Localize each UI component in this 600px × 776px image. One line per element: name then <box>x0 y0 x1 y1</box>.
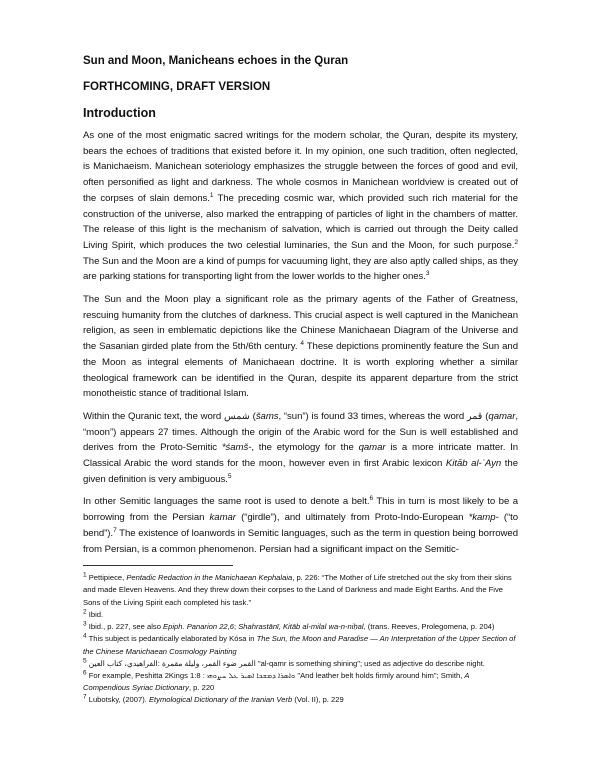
italic-text: qamar <box>358 442 386 454</box>
text-run: , “moon”) appears 27 times. Although the origin of the Arabic word for the Sun is well established and derives from the Proto-Semitic <box>83 410 518 454</box>
italic-text: Shahrastānī, Kitāb al-milal wa-n-niḥal <box>238 622 364 632</box>
body-text <box>83 128 518 557</box>
text-run: , the etymology for the <box>251 442 359 454</box>
footnote-ref[interactable]: 4 <box>83 632 87 640</box>
footnote <box>83 572 518 609</box>
text-run: These depictions prominently feature the Sun and the Moon as integral elements of Manichaean doctrine. It is worth exploring whether a similar theological framework can be identified in the Quran, despite its apparent departure from the strict monotheistic stance of traditional Islam. <box>83 341 518 400</box>
footnote-ref[interactable]: 4 <box>300 339 304 347</box>
italic-text: qamar <box>488 410 516 422</box>
footnote <box>83 658 518 670</box>
text-run: (“to bend”). <box>83 512 519 539</box>
italic-text: šams <box>255 410 279 422</box>
footnote-ref[interactable]: 5 <box>83 657 87 665</box>
text-run: As one of the most enigmatic sacred writings for the modern scholar, the Quran, despite its mystery, bears the echoes of traditions that existed before it. In my opinion, one such tradition, often neglected, is Manichaeism. Manichean soteriology emphasizes the struggle between the forces of good and evil, often personified as light and darkness. The whole cosmos in Manichean worldview is created out of the corpses of slain demons. <box>83 130 518 204</box>
paragraph <box>83 128 518 285</box>
italic-text: The Sun, the Moon and Paradise — An Interpretation of the Upper Section of the Chinese Manichaean Cosmology Painting <box>83 634 516 656</box>
footnote <box>83 633 518 657</box>
italic-text: Kitāb al-ʿAyn <box>445 458 502 470</box>
text-run: is a more intricate matter. In Classical Arabic the word stands for the moon, however even in first Arabic lexicon <box>83 442 519 470</box>
text-run: Ibid., p. 227, see also <box>86 622 164 632</box>
footnote-ref[interactable]: 2 <box>83 608 87 616</box>
italic-text: A Compendious Syriac Dictionary <box>83 670 470 693</box>
text-run: Within the Quranic text, the word شمس ( <box>83 410 256 422</box>
text-run: , p. 226: “The Mother of Life stretched out the sky from their skins and made Eleven Heavens. And they threw down their corpses to the Land of Darkness and made Eight Earths. And the Five Sons of the Living Spirit each completed his task.” <box>83 573 512 607</box>
italic-text: *kamp- <box>468 512 499 524</box>
italic-text: *śamš- <box>221 442 252 454</box>
text-run: This subject is pedantically elaborated by Kósa in <box>86 634 257 644</box>
text-run: Lubotsky, (2007). <box>86 695 149 705</box>
footnote-ref[interactable]: 7 <box>113 526 117 534</box>
italic-text: Epiph. Panarion 22,6 <box>163 622 234 632</box>
text-run: Pettipiece, <box>86 573 127 583</box>
footnote-ref[interactable]: 1 <box>209 191 214 199</box>
footnotes <box>83 572 518 706</box>
footnote-ref[interactable]: 1 <box>83 571 87 579</box>
text-run: , “sun”) is found 33 times, whereas the word قمر ( <box>278 410 489 422</box>
footnote-divider <box>83 565 233 566</box>
text-run: This in turn is most likely to be a borrowing from the Persian <box>83 496 518 524</box>
italic-text: kamar <box>209 512 236 524</box>
document-title: Sun and Moon, Manicheans echoes in the Quran <box>83 55 349 67</box>
section-heading: Introduction <box>83 106 156 120</box>
paragraph <box>83 292 518 402</box>
footnote <box>83 670 518 694</box>
footnote <box>83 694 518 706</box>
footnote-ref[interactable]: 3 <box>83 620 87 628</box>
footnote-ref[interactable]: 6 <box>83 669 87 677</box>
text-run: القمر ضوء القمر، وليلة مقمرة :الفراهيدي، كتاب العين "al-qamr is something shining"; used as adjective do describe night. <box>86 658 485 668</box>
text-run: The Sun and the Moon are a kind of pumps for vacuuming light, they are also aptly called ships, as they are parking stations for transporting light from the lower worlds to the higher ones. <box>83 255 518 283</box>
text-run: ; <box>233 622 239 632</box>
text-run: For example, Peshitta 2Kings 1:8 : ܘܐܣܪܐ ܕܡܫܟܐ ܐܣܝܪ ܥܠ ܚܨܘܗܝ "And leather belt holds firmly around him"; Smith, <box>86 670 465 680</box>
text-run: the given definition is very ambiguous. <box>83 458 518 485</box>
text-run: In other Semitic languages the same root is used to denote a belt. <box>83 496 370 508</box>
footnote-ref[interactable]: 2 <box>514 238 518 246</box>
document-subtitle: FORTHCOMING, DRAFT VERSION <box>83 81 271 93</box>
italic-text: Pentadic Redaction in the Manichaean Kephalaia <box>126 573 293 583</box>
paragraph <box>83 409 518 488</box>
footnote-ref[interactable]: 3 <box>425 270 430 278</box>
text-run: The existence of loanwords in Semitic languages, such as the term in question being borrowed from Persian, is a common phenomenon. Persian had a significant impact on the Semitic- <box>83 527 518 555</box>
text-run: (“girdle”), and ultimately from Proto-Indo-European <box>235 512 469 524</box>
text-run: , p. 220 <box>188 683 215 693</box>
footnote-ref[interactable]: 5 <box>227 472 232 480</box>
italic-text: Etymological Dictionary of the Iranian Verb <box>148 695 293 705</box>
footnote <box>83 621 518 633</box>
footnote-ref[interactable]: 6 <box>369 495 374 503</box>
text-run: (Vol. II), p. 229 <box>292 695 344 705</box>
text-run: The Sun and the Moon play a significant role as the primary agents of the Father of Greatness, rescuing humanity from the clutches of darkness. This crucial aspect is well captured in the Manichean religion, as seen in emblematic depictions like the Chinese Manichaean Diagram of the Universe and the Sasanian girded plate from the 5th/6th century. <box>83 294 518 353</box>
paragraph <box>83 494 518 557</box>
document-page <box>83 55 518 707</box>
text-run: , (trans. Reeves, Prolegomena, p. 204) <box>363 622 495 632</box>
text-run: The preceding cosmic war, which provided such rich material for the construction of the universe, also marked the entrapping of particles of light in the chambers of matter. The release of this light is the mechanism of salvation, which is carried out through the Deity called Living Spirit, which produces the two celestial luminaries, the Sun and the Moon, for such purpose. <box>83 192 518 251</box>
footnote-ref[interactable]: 7 <box>83 693 87 701</box>
footnote <box>83 609 518 621</box>
text-run: Ibid. <box>86 609 104 619</box>
